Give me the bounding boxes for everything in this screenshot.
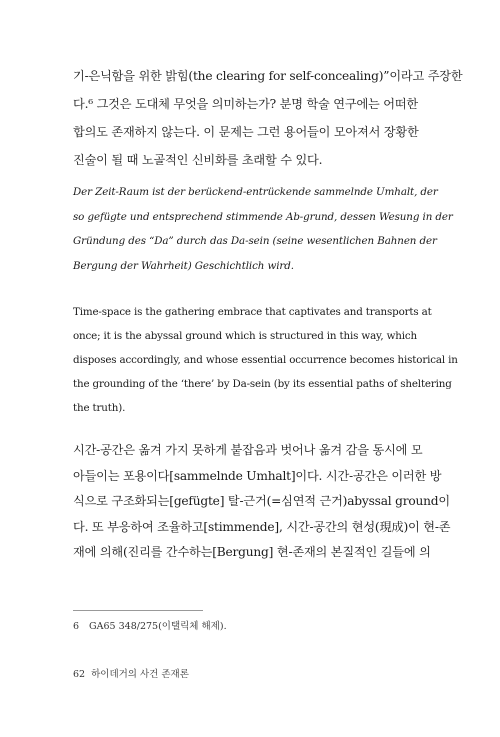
text-line: 식으로 구조화되는[gefügte] 탈-근거(=심연적 근거)abyssal ground이 <box>73 494 450 508</box>
korean-paragraph-1 <box>73 62 463 174</box>
text-line: disposes accordingly, and whose essential occurrence becomes historical in <box>73 354 458 366</box>
text-line: 합의도 존재하지 않는다. 이 문제는 그런 용어들이 모아져서 장황한 <box>73 125 419 139</box>
text-line: Time-space is the gathering embrace that captivates and transports at <box>73 306 432 318</box>
text-line: 진술이 될 때 노골적인 신비화를 초래할 수 있다. <box>73 153 323 167</box>
footnote-divider <box>73 610 203 611</box>
text-line: 시간-공간은 옮겨 가지 못하게 붙잡음과 벗어나 옮겨 감을 동시에 모 <box>73 443 423 457</box>
text-line: 재에 의해(진리를 간수하는[Bergung] 현-존재의 본질적인 길들에 의 <box>73 545 431 559</box>
running-title: 하이데거의 사건 존재론 <box>91 669 189 680</box>
text-line: 다.⁶ 그것은 도대체 무엇을 의미하는가? 분명 학술 연구에는 어떠한 <box>73 97 418 111</box>
korean-paragraph-2 <box>73 438 451 566</box>
english-block-quote <box>73 300 458 420</box>
text-line: the truth). <box>73 402 126 414</box>
footnote <box>73 620 227 634</box>
german-block-quote <box>73 180 453 278</box>
page-footer <box>73 668 189 682</box>
text-line: 기-은닉함을 위한 밝힘(the clearing for self-concealing)”이라고 주장한 <box>73 69 463 83</box>
text-line: once; it is the abyssal ground which is structured in this way, which <box>73 330 417 342</box>
footnote-text: GA65 348/275(이탤릭체 해제). <box>89 621 227 632</box>
text-line: the grounding of the ‘there’ by Da-sein (by its essential paths of sheltering <box>73 378 452 390</box>
text-line: Gründung des “Da” durch das Da-sein (seine wesentlichen Bahnen der <box>73 235 437 247</box>
footnote-number: 6 <box>73 621 80 632</box>
text-line: Bergung der Wahrheit) Geschichtlich wird. <box>73 259 294 272</box>
text-line: 아들이는 포용이다[sammelnde Umhalt]이다. 시간-공간은 이러한 방 <box>73 468 442 483</box>
text-line: so gefügte und entsprechend stimmende Ab-grund, dessen Wesung in der <box>73 210 453 223</box>
text-line: Der Zeit-Raum ist der berückend-entrückende sammelnde Umhalt, der <box>73 186 438 198</box>
page-number: 62 <box>73 669 86 680</box>
text-line: 다. 또 부응하여 조율하고[stimmende], 시간-공간의 현성(現成)이 현-존 <box>73 519 451 534</box>
